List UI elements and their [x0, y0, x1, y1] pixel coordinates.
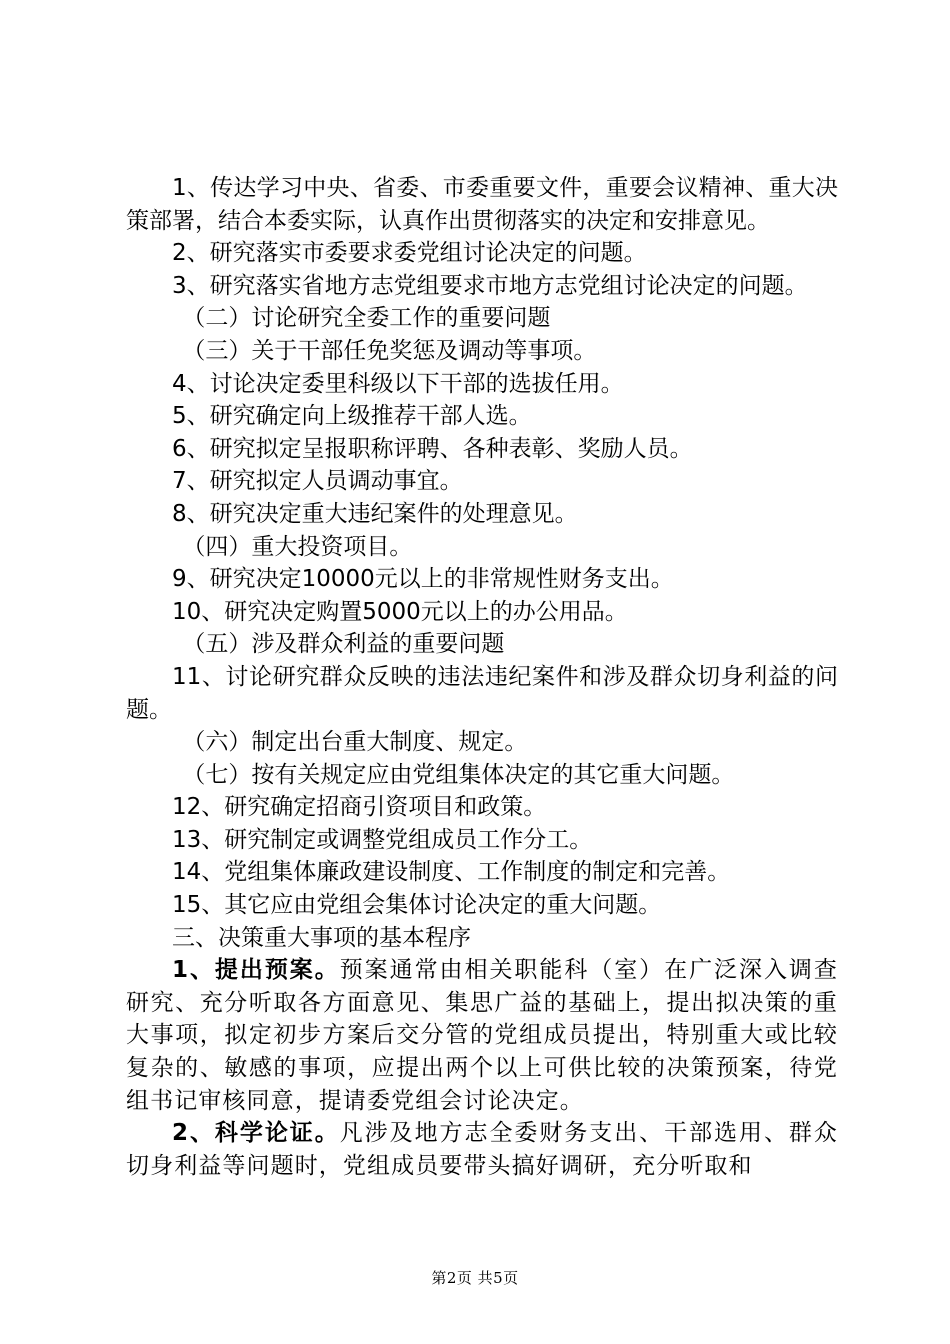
paragraph-scientific-argument: [126, 1117, 838, 1182]
paragraph-propose-plan: [126, 954, 838, 1117]
document-body: [126, 172, 838, 1182]
section-heading-7: （七）按有关规定应由党组集体决定的其它重大问题。: [182, 761, 735, 788]
section-heading-3-procedure: 三、决策重大事项的基本程序: [172, 924, 471, 951]
paragraph-12: 12、研究确定招商引资项目和政策。: [172, 794, 547, 821]
section-heading-5: （五）涉及群众利益的重要问题: [182, 631, 505, 658]
paragraph-7: 7、研究拟定人员调动事宜。: [172, 468, 463, 495]
paragraph-9: 9、研究决定10000元以上的非常规性财务支出。: [172, 566, 674, 593]
paragraph-11: 11、讨论研究群众反映的违法违纪案件和涉及群众切身利益的问题。: [126, 663, 838, 723]
paragraph-body-scientific-argument: 凡涉及地方志全委财务支出、干部选用、群众切身利益等问题时，党组成员要带头搞好调研，充分听取和: [126, 1120, 838, 1179]
paragraph-body-propose-plan: 预案通常由相关职能科（室）在广泛深入调查研究、充分听取各方面意见、集思广益的基础上，提出拟决策的重大事项，拟定初步方案后交分管的党组成员提出，特别重大或比较复杂的、敏感的事项，应提出两个以上可供比较的决策预案，待党组书记审核同意，提请委党组会讨论决定。: [126, 957, 838, 1114]
paragraph-8: 8、研究决定重大违纪案件的处理意见。: [172, 500, 578, 527]
paragraph-1: 1、传达学习中央、省委、市委重要文件，重要会议精神、重大决策部署，结合本委实际，认真作出贯彻落实的决定和安排意见。: [126, 175, 838, 234]
section-heading-2: （二）讨论研究全委工作的重要问题: [182, 305, 551, 332]
paragraph-4: 4、讨论决定委里科级以下干部的选拔任用。: [172, 370, 624, 397]
paragraph-14: 14、党组集体廉政建设制度、工作制度的制定和完善。: [172, 859, 731, 886]
paragraph-5: 5、研究确定向上级推荐干部人选。: [172, 403, 532, 430]
paragraph-10: 10、研究决定购置5000元以上的办公用品。: [172, 598, 628, 625]
paragraph-6: 6、研究拟定呈报职称评聘、各种表彰、奖励人员。: [172, 435, 693, 462]
paragraph-2: 2、研究落实市委要求委党组讨论决定的问题。: [172, 240, 647, 267]
section-heading-3: （三）关于干部任免奖惩及调动等事项。: [182, 337, 597, 364]
paragraph-3: 3、研究落实省地方志党组要求市地方志党组讨论决定的问题。: [172, 272, 808, 299]
paragraph-lead-scientific-argument: 2、科学论证。: [172, 1120, 340, 1147]
paragraph-13: 13、研究制定或调整党组成员工作分工。: [172, 826, 593, 853]
section-heading-4: （四）重大投资项目。: [182, 533, 413, 560]
page-number-footer: 第2页 共5页: [431, 1269, 519, 1287]
section-heading-6: （六）制定出台重大制度、规定。: [182, 729, 528, 756]
paragraph-lead-propose-plan: 1、提出预案。: [172, 957, 340, 984]
paragraph-15: 15、其它应由党组会集体讨论决定的重大问题。: [172, 892, 662, 919]
